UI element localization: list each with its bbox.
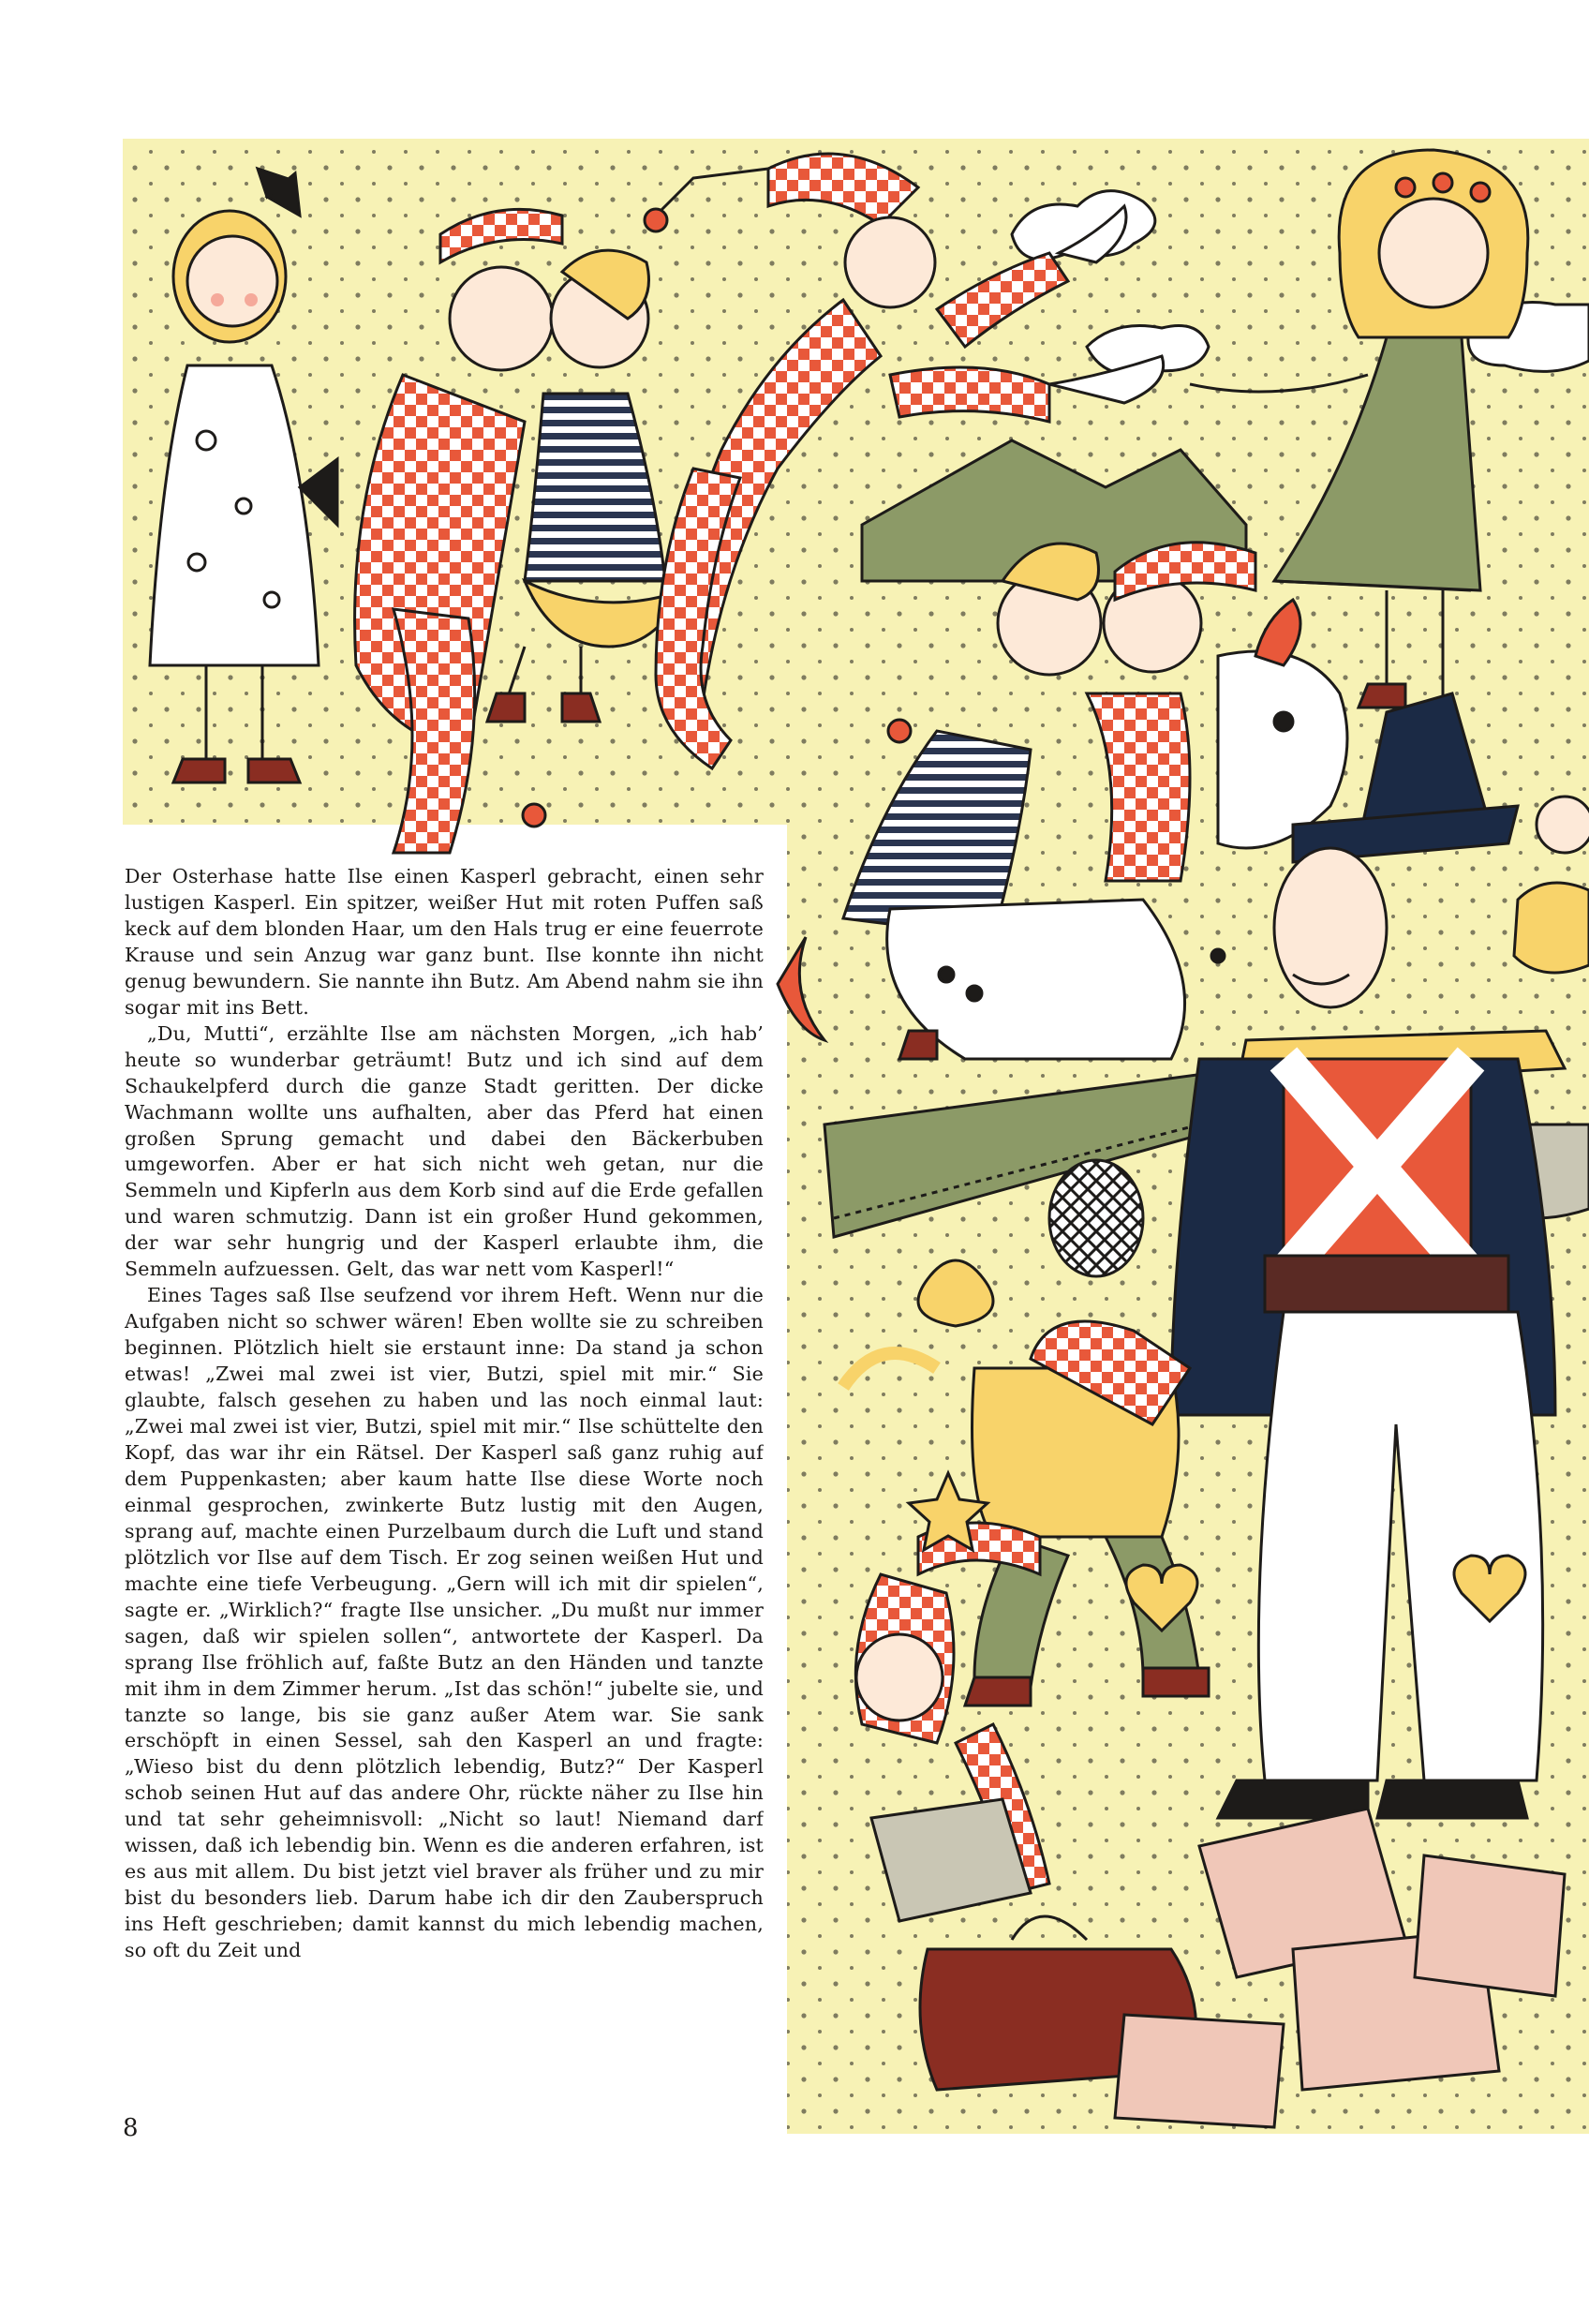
story-paragraph: Eines Tages saß Ilse seufzend vor ihrem Heft. Wenn nur die Aufgaben nicht so schwer wären! Eben wollte sie zu schreiben beginnen. Plötzlich hielt sie erstaunt inne: Da stand ja schon etwas! „Zwei mal zwei ist vier, Butzi, spiel mit mir.“ Sie glaubte, falsch gesehen zu haben und las noch einmal laut: „Zwei mal zwei ist vier, Butzi, spiel mit mir.“ Ilse schüttelte den Kopf, das war ihr ein Rätsel. Der Kasperl saß ganz ruhig auf dem Puppenkasten; aber kaum hatte Ilse diese Worte noch einmal gesprochen, zwinkerte Butz lustig mit den Augen, sprang auf, machte einen Purzelbaum durch die Luft und stand plötzlich vor Ilse auf dem Tisch. Er zog seinen weißen Hut und machte eine tiefe Verbeugung. „Gern will ich mit dir spielen“, sagte er. „Wirklich?“ fragte Ilse unsicher. „Du mußt nur immer sagen, daß wir spielen sollen“, antwortete der Kasperl. Da sprang Ilse fröhlich auf, faßte Butz an den Händen und tanzte mit ihm in dem Zimmer herum. „Ist das schön!“ jubelte sie, und tanzte so lange, bis sie ganz außer Atem war. Sie sank erschöpft in einen Sessel, sah den Kasperl an und fragte: „Wieso bist du denn plötzlich lebendig, Butz?“ Der Kasperl schob seinen Hut auf das andere Ohr, rückte näher zu Ilse hin und tat sehr geheimnisvoll: „Nicht so laut! Niemand darf wissen, daß ich lebendig bin. Wenn es die anderen erfahren, ist es aus mit allem. Du bist jetzt viel braver als früher und zu mir bist du besonders lieb. Darum habe ich dir den Zauberspruch ins Heft geschrieben; damit kannst du mich lebendig machen, so oft du Zeit und	[125, 1284, 764, 1962]
story-text	[125, 864, 764, 2134]
story-paragraph: „Du, Mutti“, erzählte Ilse am nächsten Morgen, „ich hab’ heute so wunderbar geträumt! Butz und ich sind auf dem Schaukelpferd durch die ganze Stadt geritten. Der dicke Wachmann wollte uns aufhalten, aber das Pferd hat einen großen Sprung gemacht und dabei den Bäckerbuben umgeworfen. Aber er hat sich nicht weh getan, nur die Semmeln und Kipferln aus dem Korb sind auf die Erde gefallen und waren schmutzig. Dann ist ein großer Hund gekommen, der war sehr hungrig und der Kasperl erlaubte ihm, die Semmeln aufzuessen. Gelt, das war nett vom Kasperl!“	[125, 1021, 764, 1281]
story-paragraph: Der Osterhase hatte Ilse einen Kasperl gebracht, einen sehr lustigen Kasperl. Ein spitzer, weißer Hut mit roten Puffen saß keck auf dem blonden Haar, um den Hals trug er eine feuerrote Krause und sein Anzug war ganz bunt. Ilse konnte ihn nicht genug bewundern. Sie nannte ihn Butz. Am Abend nahm sie ihn sogar mit ins Bett.	[125, 865, 764, 1019]
page-number: 8	[123, 2114, 139, 2142]
